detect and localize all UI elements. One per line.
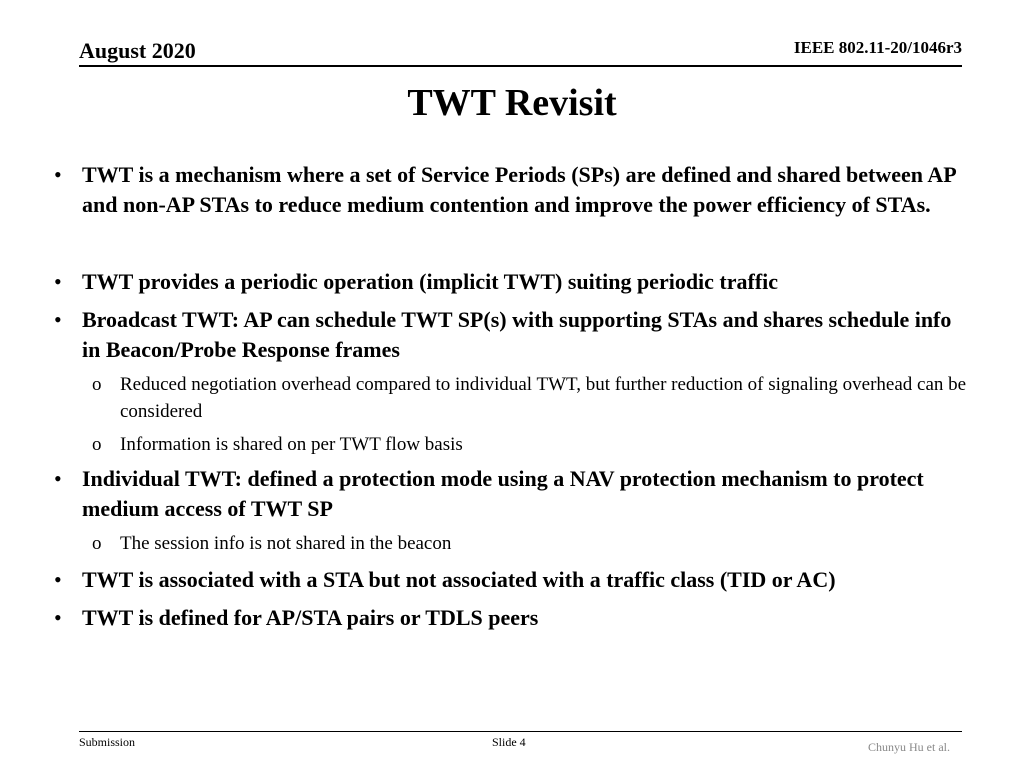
bullet-dot: • — [54, 466, 62, 491]
footer-divider — [79, 731, 962, 732]
bullet-3 — [54, 305, 974, 365]
bullet-6 — [54, 603, 974, 633]
header-divider — [79, 65, 962, 67]
sub-bullet-4-1 — [54, 530, 974, 557]
bullet-dot: • — [54, 269, 62, 294]
sub-bullet-3-1 — [54, 371, 974, 425]
slide-title: TWT Revisit — [407, 82, 617, 124]
sub-bullet-text: The session info is not shared in the beacon — [120, 533, 452, 554]
sub-bullet-text: Reduced negotiation overhead compared to individual TWT, but further reduction of signaling overhead can be considered — [120, 374, 967, 422]
bullet-text: Individual TWT: defined a protection mode using a NAV protection mechanism to protect medium access of TWT SP — [82, 466, 924, 521]
sub-bullet-marker: o — [92, 434, 102, 455]
bullet-text: Broadcast TWT: AP can schedule TWT SP(s) with supporting STAs and shares schedule info in Beacon/Probe Response frames — [82, 307, 952, 362]
sub-bullet-marker: o — [92, 533, 102, 554]
bullet-text: TWT is defined for AP/STA pairs or TDLS peers — [82, 605, 539, 630]
bullet-1 — [54, 160, 974, 220]
bullet-dot: • — [54, 162, 62, 187]
bullet-text: TWT is a mechanism where a set of Service Periods (SPs) are defined and shared between AP and non-AP STAs to reduce medium contention and improve the power efficiency of STAs. — [82, 162, 956, 217]
header-doc-number: IEEE 802.11-20/1046r3 — [793, 38, 962, 57]
bullet-5 — [54, 565, 974, 595]
bullet-dot: • — [54, 307, 62, 332]
footer-slide-number: Slide 4 — [492, 735, 526, 749]
sub-bullet-text: Information is shared on per TWT flow basis — [120, 434, 463, 455]
bullet-dot: • — [54, 567, 62, 592]
sub-bullet-marker: o — [92, 374, 102, 395]
bullet-text: TWT provides a periodic operation (implicit TWT) suiting periodic traffic — [82, 269, 779, 294]
slide-body — [54, 160, 974, 633]
bullet-dot: • — [54, 605, 62, 630]
header-date: August 2020 — [79, 38, 196, 63]
bullet-4 — [54, 464, 974, 524]
sub-bullet-3-2 — [54, 431, 974, 458]
footer-author: Chunyu Hu et al. — [868, 740, 950, 754]
bullet-text: TWT is associated with a STA but not associated with a traffic class (TID or AC) — [82, 567, 836, 592]
footer-submission: Submission — [79, 735, 136, 749]
bullet-2 — [54, 267, 974, 297]
